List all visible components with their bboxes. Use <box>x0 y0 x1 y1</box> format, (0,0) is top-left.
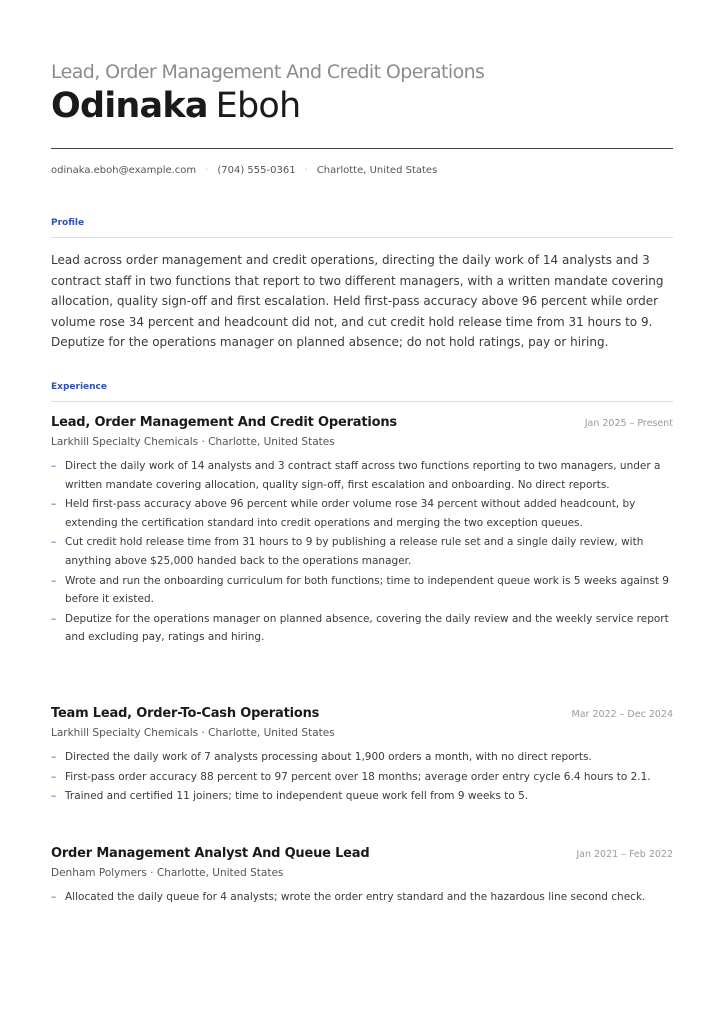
bullet-dash: – <box>51 574 57 587</box>
job-title: Team Lead, Order-To-Cash Operations <box>51 706 320 721</box>
header-divider <box>51 148 673 149</box>
contact-separator: · <box>205 165 209 176</box>
contact-separator: · <box>304 165 308 176</box>
job-bullet <box>51 457 673 494</box>
job-bullet <box>51 495 673 532</box>
job-bullets <box>51 748 673 806</box>
profile-divider <box>51 237 673 238</box>
profile-heading: Profile <box>51 218 85 228</box>
job-company: Larkhill Specialty Chemicals · Charlotte, United States <box>51 727 335 739</box>
job-header <box>51 846 673 866</box>
job-bullet <box>51 748 673 767</box>
bullet-text: Held first-pass accuracy above 96 percent while order volume rose 34 percent without added headcount, by extending the certification standard into credit operations and merging the two exception queues. <box>65 498 636 529</box>
phone-number[interactable]: (704) 555-0361 <box>217 165 296 176</box>
location: Charlotte, United States <box>316 165 438 176</box>
bullet-text: Cut credit hold release time from 31 hours to 9 by publishing a release rule set and a single daily review, with anything above $25,000 handed back to the operations manager. <box>65 536 644 567</box>
job-bullet <box>51 572 673 609</box>
bullet-text: Wrote and run the onboarding curriculum for both functions; time to independent queue work is 5 weeks against 9 before it existed. <box>65 574 669 606</box>
bullet-dash: – <box>51 612 57 625</box>
job-entry <box>51 706 673 807</box>
first-name: Odinaka <box>51 86 208 126</box>
job-header <box>51 706 673 726</box>
bullet-text: Deputize for the operations manager on planned absence, covering the daily review and the weekly service report and excluding pay, ratings and hiring. <box>65 612 669 644</box>
bullet-text: Directed the daily work of 7 analysts processing about 1,900 orders a month, with no direct reports. <box>65 751 592 763</box>
bullet-dash: – <box>51 770 57 783</box>
job-bullets <box>51 457 673 647</box>
job-dates: Jan 2025 – Present <box>584 418 673 429</box>
job-entry <box>51 415 673 648</box>
job-bullet <box>51 888 673 907</box>
bullet-dash: – <box>51 751 57 763</box>
job-company: Larkhill Specialty Chemicals · Charlotte, United States <box>51 436 335 448</box>
bullet-dash: – <box>51 460 57 472</box>
job-company: Denham Polymers · Charlotte, United States <box>51 867 284 879</box>
bullet-text: Trained and certified 11 joiners; time to independent queue work fell from 9 weeks to 5. <box>65 790 529 803</box>
bullet-dash: – <box>51 498 57 511</box>
experience-divider <box>51 401 673 402</box>
bullet-text: First-pass order accuracy 88 percent to 97 percent over 18 months; average order entry cycle 6.4 hours to 2.1. <box>65 770 651 783</box>
profile-summary: Lead across order management and credit operations, directing the daily work of 14 analysts and 3 contract staff in two functions that report to two different managers, with a written mandate covering allocation, quality sign-off and first escalation. Held first-pass accuracy above 96 percent while order volume rose 34 percent and headcount did not, and cut credit hold release time from 31 hours to 9. Deputize for the operations manager on planned absence; do not hold ratings, pay or hiring. <box>51 253 664 349</box>
bullet-dash: – <box>51 790 57 803</box>
job-header <box>51 415 673 435</box>
job-bullets <box>51 888 673 907</box>
job-dates: Mar 2022 – Dec 2024 <box>571 709 673 720</box>
bullet-dash: – <box>51 891 57 903</box>
bullet-text: Direct the daily work of 14 analysts and 3 contract staff across two functions reporting to two managers, under a written mandate covering allocation, quality sign-off, first escalation and onboarding. No direct reports. <box>65 460 661 491</box>
experience-heading: Experience <box>51 382 107 392</box>
job-bullet <box>51 768 673 787</box>
job-bullet <box>51 787 673 806</box>
job-entry <box>51 846 673 908</box>
job-title: Order Management Analyst And Queue Lead <box>51 846 370 861</box>
bullet-dash: – <box>51 536 57 549</box>
contact-line <box>51 165 437 176</box>
job-bullet <box>51 610 673 647</box>
job-title: Lead, Order Management And Credit Operations <box>51 415 397 430</box>
candidate-name <box>51 84 300 128</box>
last-name: Eboh <box>215 86 301 126</box>
headline-title: Lead, Order Management And Credit Operations <box>51 61 485 83</box>
email-link[interactable]: odinaka.eboh@example.com <box>51 165 197 176</box>
job-dates: Jan 2021 – Feb 2022 <box>576 849 673 860</box>
bullet-text: Allocated the daily queue for 4 analysts; wrote the order entry standard and the hazardous line second check. <box>65 891 646 903</box>
job-bullet <box>51 533 673 570</box>
